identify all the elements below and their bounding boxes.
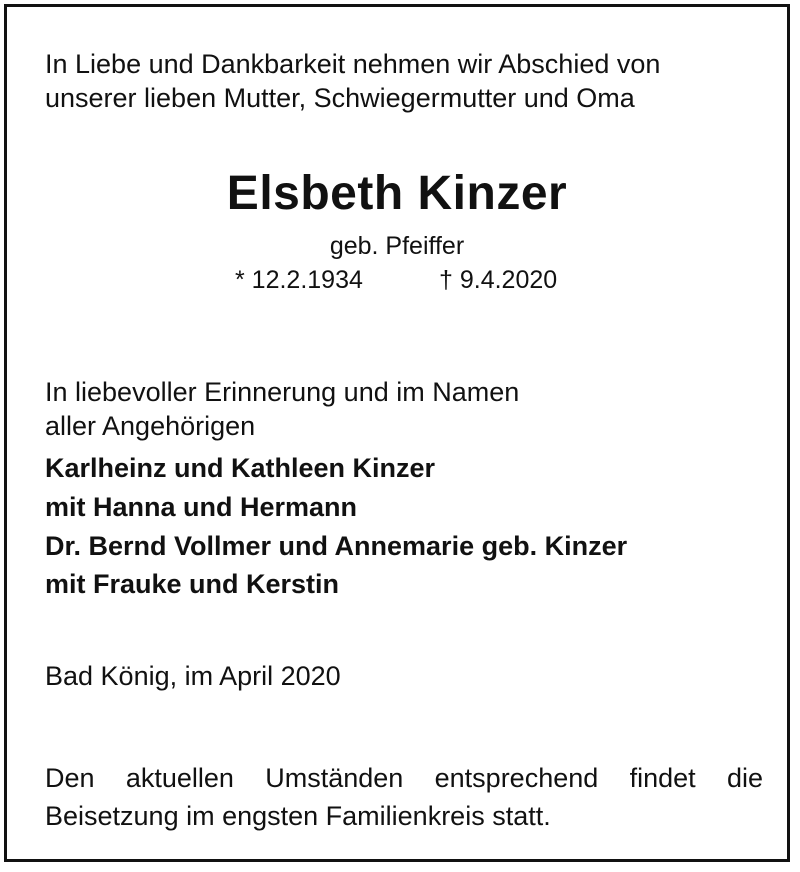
closing-line-1: Den aktuellen Umständen entsprechend findet die <box>45 763 763 793</box>
memory-line-2: aller Angehörigen <box>45 411 256 441</box>
obituary-notice <box>4 4 790 862</box>
death-date: † 9.4.2020 <box>439 266 558 294</box>
relative-line: mit Hanna und Hermann <box>45 492 358 522</box>
place-and-date: Bad König, im April 2020 <box>45 661 341 691</box>
relative-line: mit Frauke und Kerstin <box>45 569 340 599</box>
deceased-name: Elsbeth Kinzer <box>226 167 568 220</box>
birth-date: * 12.2.1934 <box>235 266 363 294</box>
closing-text <box>45 759 763 835</box>
relative-line: Karlheinz und Kathleen Kinzer <box>45 453 436 483</box>
memory-text <box>45 375 519 443</box>
intro-line-2: unserer lieben Mutter, Schwiegermutter und Oma <box>45 83 635 113</box>
relative-line: Dr. Bernd Vollmer und Annemarie geb. Kinzer <box>45 531 628 561</box>
memory-line-1: In liebevoller Erinnerung und im Namen <box>45 377 520 407</box>
closing-line-2: Beisetzung im engsten Familienkreis statt. <box>45 801 551 831</box>
intro-text <box>45 47 660 115</box>
intro-line-1: In Liebe und Dankbarkeit nehmen wir Abschied von <box>45 49 661 79</box>
birth-name: geb. Pfeiffer <box>329 232 465 260</box>
